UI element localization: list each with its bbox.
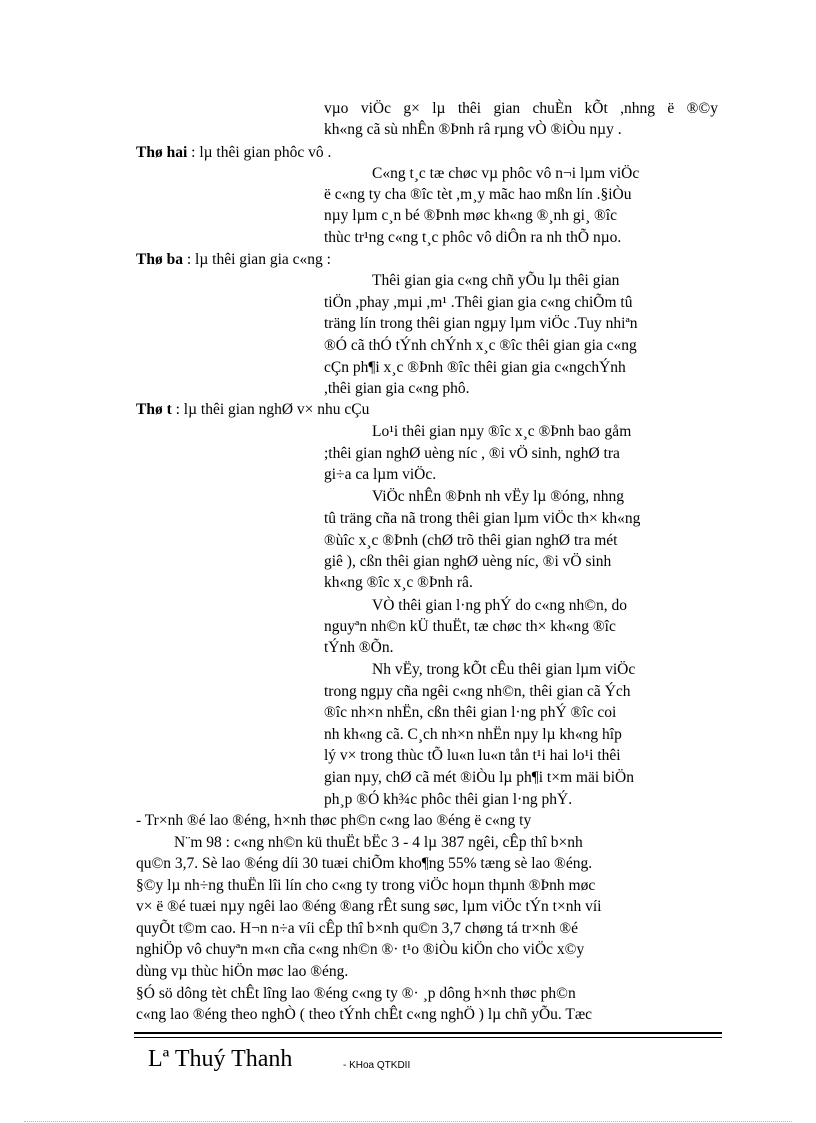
section-heading-thu-ba — [136, 249, 718, 270]
body-line-9: Thêi gian gia c«ng chñ yÕu lµ thêi gian — [372, 272, 620, 289]
body-line-7: thùc tr¹ng c«ng t¸c phôc vô diÔn ra nh thÕ nµo. — [324, 229, 622, 246]
body-line-32: gian nµy, chØ cã mét ®iÒu lµ ph¶i t×m mäi biÖn — [324, 769, 634, 786]
heading-label: Thø t — [136, 401, 172, 418]
body-line-21: ®ùîc x¸c ®Þnh (chØ trõ thêi gian nghØ tra mét — [324, 532, 618, 549]
body-line-29: ®îc nh×n nhËn, cßn thêi gian l·ng phÝ ®îc coi — [324, 704, 617, 721]
body-line-24: VÒ thêi gian l·ng phÝ do c«ng nh©n, do — [372, 597, 628, 614]
body-line-30: nh kh«ng cã. C¸ch nh×n nhËn nµy lµ kh«ng hîp — [324, 726, 622, 743]
section-heading-thu-tu — [136, 399, 718, 420]
body-line-2: kh«ng cã sù nhÊn ®Þnh râ rµng vÒ ®iÒu nµy . — [324, 121, 622, 138]
body-line-41: dùng vµ thùc hiÖn møc lao ®éng. — [136, 963, 349, 980]
footer-author: Lª Thuý Thanh — [148, 1046, 293, 1072]
body-line-4: C«ng t¸c tæ chøc vµ phôc vô n¬i lµm viÖc — [372, 165, 640, 182]
body-line-35: N¨m 98 : c«ng nh©n kü thuËt bËc 3 - 4 lµ 387 ngêi, cÊp thî b×nh — [174, 834, 583, 851]
line-word: g× — [403, 100, 420, 117]
heading-label: Thø hai — [136, 144, 188, 161]
line-word: ë — [667, 100, 675, 117]
body-line-18: gi÷a ca lµm viÖc. — [324, 466, 437, 483]
line-word: chuÈn — [532, 100, 573, 117]
body-line-38: v× ë ®é tuæi nµy ngêi lao ®éng ®ang rÊt sung søc, lµm viÖc tÝn t×nh víi — [136, 898, 602, 915]
line-word: kÕt — [584, 100, 608, 117]
heading-label: Thø ba — [136, 251, 183, 268]
body-line-27: Nh vËy, trong kÕt cÊu thêi gian lµm viÖc — [372, 661, 636, 678]
body-line-31: lý v× trong thùc tÕ lu«n lu«n tån t¹i hai lo¹i thêi — [324, 747, 621, 764]
line-word: ®©y — [686, 100, 718, 117]
section-heading-thu-hai — [136, 142, 718, 163]
footer-department: - KHoa QTKDII — [343, 1060, 411, 1071]
body-line-25: nguyªn nh©n kÜ thuËt, tæ chøc th× kh«ng ®îc — [324, 618, 616, 635]
body-line-22: giê ), cßn thêi gian nghØ uèng níc, ®i vÖ sinh — [324, 553, 612, 570]
body-line-33: ph¸p ®Ó kh¾c phôc thêi gian l·ng phÝ. — [324, 791, 573, 808]
body-line-42: §Ó sö dông tèt chÊt lîng lao ®éng c«ng ty ®· ¸p dông h×nh thøc ph©n — [136, 985, 576, 1002]
body-line-16: Lo¹i thêi gian nµy ®îc x¸c ®Þnh bao gåm — [372, 423, 632, 440]
body-line-11: träng lín trong thêi gian ngµy lµm viÖc .Tuy nhiªn — [324, 315, 638, 332]
heading-text: : lµ thêi gian phôc vô . — [187, 144, 332, 161]
body-line-28: trong ngµy cña ngêi c«ng nh©n, thêi gian cã Ých — [324, 683, 631, 700]
body-line-10: tiÖn ,phay ,mµi ,m¹ .Thêi gian gia c«ng chiÕm tû — [324, 294, 633, 311]
line-word: thêi — [457, 100, 482, 117]
body-line-40: nghiÖp vô chuyªn m«n cña c«ng nh©n ®· t¹o ®iÒu kiÖn cho viÖc x©y — [136, 941, 585, 958]
heading-text: : lµ thêi gian gia c«ng : — [182, 251, 331, 268]
line-word: ,nhng — [620, 100, 655, 117]
heading-text: : lµ thêi gian nghØ v× nhu cÇu — [171, 401, 370, 418]
body-line-19: ViÖc nhÊn ®Þnh nh vËy lµ ®óng, nhng — [372, 488, 624, 505]
body-line-13: cÇn ph¶i x¸c ®Þnh ®îc thêi gian gia c«ngchÝnh — [324, 359, 626, 376]
body-line-5: ë c«ng ty cha ®îc tèt ,m¸y mãc hao mßn lín .§iÒu — [324, 186, 632, 203]
body-line-20: tû träng cña nã trong thêi gian lµm viÖc th× kh«ng — [324, 510, 641, 527]
body-line-43: c«ng lao ®éng theo nghÒ ( theo tÝnh chÊt c«ng nghÖ ) lµ chñ yÕu. Tæc — [136, 1006, 593, 1023]
body-line-39: quyÕt t©m cao. H¬n n÷a víi cÊp thî b×nh qu©n 3,7 chøng tá tr×nh ®é — [136, 920, 578, 937]
body-line-26: tÝnh ®Õn. — [324, 639, 394, 656]
body-line-1 — [324, 98, 718, 119]
line-word: gian — [493, 100, 521, 117]
line-word: vµo — [324, 100, 349, 117]
body-line-37: §©y lµ nh÷ng thuËn lîi lín cho c«ng ty trong viÖc hoµn thµnh ®Þnh møc — [136, 877, 596, 894]
line-word: viÖc — [360, 100, 391, 117]
body-line-36: qu©n 3,7. Sè lao ®éng díi 30 tuæi chiÕm kho¶ng 55% tæng sè lao ®éng. — [136, 855, 593, 872]
page-bottom-border — [24, 1121, 792, 1122]
body-line-23: kh«ng ®îc x¸c ®Þnh râ. — [324, 574, 473, 591]
footer-rule-thin — [134, 1037, 722, 1038]
body-line-14: ,thêi gian gia c«ng phô. — [324, 380, 470, 397]
line-word: lµ — [432, 100, 446, 117]
body-line-6: nµy lµm c¸n bé ®Þnh møc kh«ng ®¸nh gi¸ ®îc — [324, 207, 617, 224]
body-line-17: ;thêi gian nghØ uèng níc , ®i vÖ sinh, nghØ tra — [324, 445, 620, 462]
footer-rule-thick — [134, 1032, 722, 1034]
body-line-34: - Tr×nh ®é lao ®éng, h×nh thøc ph©n c«ng lao ®éng ë c«ng ty — [136, 812, 532, 829]
body-line-12: ®Ó cã thÓ tÝnh chÝnh x¸c ®îc thêi gian gia c«ng — [324, 337, 637, 354]
